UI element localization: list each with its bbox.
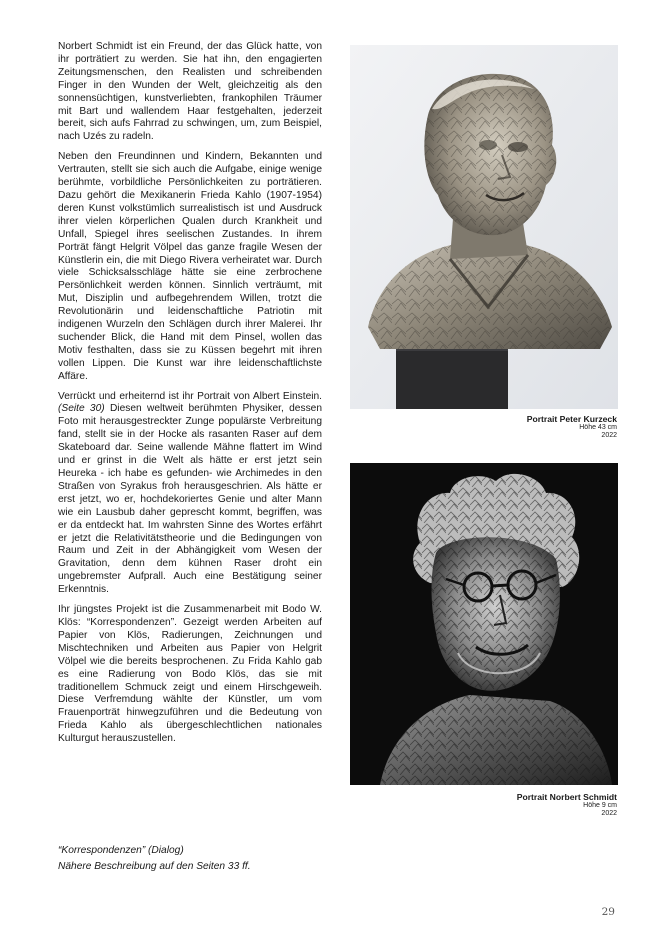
einstein-text-start: Verrückt und erheiternd ist ihr Portrait von Albert Einstein. xyxy=(58,390,322,402)
article-text-column xyxy=(58,41,322,753)
paragraph-einstein xyxy=(58,391,322,598)
caption-title: Portrait Peter Kurzeck xyxy=(526,414,617,424)
footnote xyxy=(58,843,378,875)
caption-peter-kurzeck xyxy=(527,414,617,440)
page-reference: (Seite 30) xyxy=(58,403,105,415)
caption-norbert-schmidt xyxy=(517,792,617,818)
footnote-line-2: Nähere Beschreibung auf den Seiten 33 ff. xyxy=(58,861,251,872)
sculpture-bust-image xyxy=(350,45,618,409)
footnote-line-1: “Korrespondenzen” (Dialog) xyxy=(58,845,184,856)
paragraph-korrespondenzen: Ihr jüngstes Projekt ist die Zusammenarbeit mit Bodo W. Klös: “Korrespondenzen”. Gezeigt werden Arbeiten auf Papier von Klös, Radierungen, Zeichnungen und Mischtechniken und Arbeiten aus Papier von Helgrit Völpel wie die bereits besprochenen. Zu Frida Kahlo gab es eine Radierung von Bodo Klös, das sie mit traditionellem Schmuck zeigt und einem Hirschgeweih. Diese Verfremdung wählte der Künstler, um vom Frauenporträt hinwegzuführen und die Bedeutung von Frieda Kahlo als übergeschlechtlichen nationales Kulturgut herauszustellen. xyxy=(58,604,322,745)
einstein-text-rest: Diesen weltweit berühmten Physiker, dessen Foto mit herausgestreckter Zunge populärste Verbreitung fand, stellt sie in der Hocke als rasanten Raser auf dem Skateboard dar. Seine wallende Mähne flattert im Wind und er grinst in die Welt als hätte er erst jetzt sein Heureka - ich habe es gefunden- wie Archimedes in den Straßen von Syrakus froh herausgeschrien. Als hätte er erst jetzt, wo er, hochdekoriertes Genie und alter Mann wie ein Lausbub daher geprescht kommt, begriffen, was er da entdeckt hat. Im wahrsten Sinne des Wortes erfährt er jetzt die Relativitätstheorie und die Bedingungen von Raum und Zeit in der Abhängigkeit vom Wesen der Gravitation, denn dem kühnen Raser droht ein ungebremster Aufprall. Auch eine Bestätigung seiner Erkenntnis. xyxy=(58,403,322,596)
caption-title: Portrait Norbert Schmidt xyxy=(516,792,617,802)
caption-height: Höhe 9 cm xyxy=(583,802,617,809)
paragraph-frieda-kahlo: Neben den Freundinnen und Kindern, Bekannten und Vertrauten, stellt sie sich auch die Aufgabe, einige wenige berühmte, vorbildliche Persönlichkeiten zu porträtieren. Dazu gehört die Mexikanerin Frieda Kahlo (1907-1954) deren Kunst volkstümlich surrealistisch ist und Ausdruck ihrer vielen körperlichen Qualen durch Krankheit und Unfall, Spiegel ihres seelischen Zustandes. In ihrem Porträt fängt Helgrit Völpel das ganze fragile Wesen der Künstlerin ein, die mit Diego Rivera verheiratet war. Durch viele Schicksalsschläge hätte sie eine zerbrochene Persönlichkeit werden können. Sinnlich verträumt, mit Mut, Disziplin und aufbegehrendem Willen, trotzt die Revolutionärin und leidenschaftliche Patriotin mit indigenen Wurzeln den Schlägen durch ihrer Malerei. Ihr suchender Blick, die Hand mit dem Pinsel, wollen das Motiv festhalten, dass sie zu Küssen begehrt mit ihren vollen Lippen. Die Kunst war ihre leidenschaftlichste Affäre. xyxy=(58,151,322,382)
page-number: 29 xyxy=(601,906,615,918)
caption-year: 2022 xyxy=(601,810,617,818)
caption-height: Höhe 43 cm xyxy=(579,424,617,431)
sculpture-head-image xyxy=(350,463,618,785)
photo-portrait-peter-kurzeck xyxy=(350,45,618,409)
photo-portrait-norbert-schmidt xyxy=(350,463,618,785)
paragraph-norbert-schmidt: Norbert Schmidt ist ein Freund, der das Glück hatte, von ihr porträtiert zu werden. Sie hat ihn, den engagierten Zeitungsmenschen, den Realisten und schreibenden Finger in den Wunden der Welt, gleichzeitig als den sonnensüchtigen, kunstverliebten, frankophilen Träumer mit Bart und wallendem Haar festgehalten, jederzeit bereit, sich aufs Fahrrad zu schwingen, um, zum Beispiel, nach Uzés zu radeln. xyxy=(58,41,322,143)
caption-year: 2022 xyxy=(601,432,617,440)
